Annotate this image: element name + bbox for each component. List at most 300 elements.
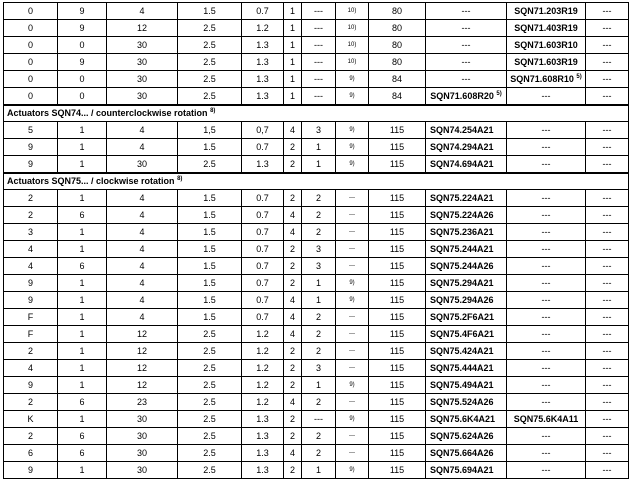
table-cell: 4: [4, 360, 58, 377]
table-cell: 1: [58, 292, 107, 309]
table-cell: 1.5: [178, 275, 242, 292]
table-cell: 9: [4, 462, 58, 479]
table-cell: 1.2: [242, 343, 284, 360]
table-cell: 0: [58, 37, 107, 54]
table-cell: 80: [369, 3, 426, 20]
table-cell: ---: [586, 275, 629, 292]
table-cell: ---: [507, 377, 586, 394]
table-cell: 0: [58, 71, 107, 88]
table-row: [4, 326, 629, 343]
table-cell: 2.5: [178, 428, 242, 445]
table-cell: ---: [586, 292, 629, 309]
table-cell: SQN71.608R20 $^{5)}$: [426, 88, 507, 106]
table-cell: 2.5: [178, 20, 242, 37]
table-cell: 0.7: [242, 292, 284, 309]
table-cell: 9): [336, 156, 369, 174]
table-cell: 2.5: [178, 54, 242, 71]
table-cell: 2.5: [178, 71, 242, 88]
table-cell: 4: [284, 326, 302, 343]
table-cell: 2: [284, 411, 302, 428]
table-cell: 115: [369, 445, 426, 462]
table-cell: 115: [369, 411, 426, 428]
table-cell: 2.5: [178, 156, 242, 174]
table-cell: ---: [507, 88, 586, 106]
table-row: [4, 139, 629, 156]
table-row: [4, 122, 629, 139]
table-cell: 4: [107, 224, 178, 241]
table-cell: 84: [369, 88, 426, 106]
table-cell: 9: [58, 54, 107, 71]
table-cell: 9): [336, 377, 369, 394]
actuator-spec-table: [3, 2, 629, 479]
table-cell: 1: [302, 275, 336, 292]
table-cell: 0.7: [242, 139, 284, 156]
table-cell: ---: [586, 309, 629, 326]
table-cell: 1: [58, 156, 107, 174]
table-cell: ---: [586, 326, 629, 343]
table-cell: ---: [336, 343, 369, 360]
table-cell: SQN75.424A21: [426, 343, 507, 360]
table-cell: 2.5: [178, 445, 242, 462]
table-cell: SQN71.608R10 $^{5)}$: [507, 71, 586, 88]
table-cell: 1.3: [242, 445, 284, 462]
table-cell: ---: [426, 37, 507, 54]
table-row: [4, 343, 629, 360]
table-cell: F: [4, 326, 58, 343]
table-cell: SQN71.403R19: [507, 20, 586, 37]
table-cell: 1: [58, 462, 107, 479]
table-cell: 115: [369, 275, 426, 292]
table-cell: ---: [302, 20, 336, 37]
table-cell: 115: [369, 462, 426, 479]
table-cell: 2: [284, 241, 302, 258]
table-body: [4, 3, 629, 479]
table-cell: 5: [4, 122, 58, 139]
table-cell: 2: [284, 428, 302, 445]
table-cell: 2.5: [178, 88, 242, 106]
table-cell: 4: [107, 292, 178, 309]
table-cell: 0.7: [242, 207, 284, 224]
table-cell: SQN75.624A26: [426, 428, 507, 445]
table-cell: 2: [302, 428, 336, 445]
table-cell: 9): [336, 88, 369, 106]
table-cell: 1: [58, 190, 107, 207]
table-cell: 1.2: [242, 326, 284, 343]
table-cell: ---: [507, 224, 586, 241]
table-cell: 2: [302, 309, 336, 326]
table-cell: 2: [302, 326, 336, 343]
table-cell: 1,5: [178, 122, 242, 139]
table-cell: 0: [4, 88, 58, 106]
table-cell: SQN75.524A26: [426, 394, 507, 411]
table-row: [4, 207, 629, 224]
table-cell: 115: [369, 292, 426, 309]
table-cell: 2: [302, 207, 336, 224]
table-cell: 1.3: [242, 54, 284, 71]
table-cell: SQN75.694A21: [426, 462, 507, 479]
table-cell: 9): [336, 462, 369, 479]
table-cell: ---: [336, 445, 369, 462]
table-cell: 9: [4, 275, 58, 292]
table-cell: 2.5: [178, 411, 242, 428]
table-cell: ---: [507, 309, 586, 326]
table-cell: 1.2: [242, 20, 284, 37]
table-cell: ---: [507, 343, 586, 360]
table-cell: 0: [4, 3, 58, 20]
table-cell: SQN75.294A26: [426, 292, 507, 309]
table-cell: ---: [507, 275, 586, 292]
table-row: [4, 394, 629, 411]
table-cell: ---: [426, 20, 507, 37]
table-cell: ---: [586, 428, 629, 445]
table-row: [4, 462, 629, 479]
table-cell: 1.5: [178, 224, 242, 241]
table-cell: ---: [586, 241, 629, 258]
table-cell: 9: [4, 377, 58, 394]
table-cell: SQN71.203R19: [507, 3, 586, 20]
table-cell: 9: [4, 139, 58, 156]
table-cell: ---: [586, 377, 629, 394]
table-cell: ---: [507, 394, 586, 411]
table-cell: 1.5: [178, 3, 242, 20]
table-cell: 4: [284, 207, 302, 224]
table-cell: 0.7: [242, 309, 284, 326]
table-cell: 1: [284, 71, 302, 88]
table-cell: ---: [586, 156, 629, 174]
table-row: [4, 275, 629, 292]
table-cell: 0.7: [242, 224, 284, 241]
table-cell: 30: [107, 156, 178, 174]
table-cell: SQN74.694A21: [426, 156, 507, 174]
table-cell: 1.5: [178, 207, 242, 224]
table-cell: 4: [284, 309, 302, 326]
table-cell: SQN75.236A21: [426, 224, 507, 241]
table-cell: SQN75.224A26: [426, 207, 507, 224]
table-cell: 0.7: [242, 258, 284, 275]
table-cell: 0.7: [242, 190, 284, 207]
table-cell: 10): [336, 20, 369, 37]
table-cell: 12: [107, 343, 178, 360]
table-cell: 1: [58, 224, 107, 241]
table-cell: 10): [336, 3, 369, 20]
table-cell: 2.5: [178, 462, 242, 479]
table-cell: 1: [58, 275, 107, 292]
table-cell: 0: [4, 20, 58, 37]
table-cell: 1.5: [178, 139, 242, 156]
table-cell: 6: [4, 445, 58, 462]
table-cell: ---: [586, 122, 629, 139]
table-cell: 1: [58, 326, 107, 343]
table-cell: 1.2: [242, 377, 284, 394]
table-cell: 115: [369, 224, 426, 241]
table-cell: ---: [336, 207, 369, 224]
table-cell: 0: [58, 88, 107, 106]
table-cell: 115: [369, 190, 426, 207]
table-cell: 0.7: [242, 241, 284, 258]
table-cell: 80: [369, 37, 426, 54]
table-cell: ---: [586, 343, 629, 360]
table-cell: 3: [302, 122, 336, 139]
table-cell: ---: [586, 71, 629, 88]
table-cell: ---: [507, 207, 586, 224]
table-cell: 115: [369, 122, 426, 139]
table-cell: 115: [369, 428, 426, 445]
table-row: [4, 88, 629, 106]
table-cell: 30: [107, 428, 178, 445]
table-cell: 1: [284, 88, 302, 106]
table-cell: ---: [302, 71, 336, 88]
table-cell: 3: [302, 241, 336, 258]
table-cell: 2: [284, 377, 302, 394]
table-cell: 1.5: [178, 241, 242, 258]
table-cell: 1.5: [178, 190, 242, 207]
table-cell: SQN75.444A21: [426, 360, 507, 377]
table-cell: 2: [302, 445, 336, 462]
table-cell: 1: [58, 360, 107, 377]
table-cell: SQN75.294A21: [426, 275, 507, 292]
table-row: [4, 292, 629, 309]
table-cell: 9): [336, 292, 369, 309]
table-cell: ---: [586, 445, 629, 462]
table-cell: 6: [58, 258, 107, 275]
table-cell: ---: [336, 190, 369, 207]
section-title: Actuators SQN74... / counterclockwise rotation $^{8)}$: [4, 105, 629, 122]
table-cell: 80: [369, 54, 426, 71]
table-cell: ---: [586, 462, 629, 479]
table-cell: ---: [586, 190, 629, 207]
table-cell: 2.5: [178, 37, 242, 54]
table-row: [4, 190, 629, 207]
table-cell: 2: [4, 190, 58, 207]
table-cell: 4: [284, 445, 302, 462]
table-cell: ---: [302, 3, 336, 20]
table-cell: K: [4, 411, 58, 428]
table-cell: ---: [507, 190, 586, 207]
table-cell: 6: [58, 207, 107, 224]
table-cell: 4: [107, 275, 178, 292]
table-cell: ---: [507, 360, 586, 377]
table-cell: 115: [369, 360, 426, 377]
table-row: [4, 309, 629, 326]
table-cell: 1: [58, 411, 107, 428]
table-cell: 2: [284, 156, 302, 174]
table-cell: 0: [4, 71, 58, 88]
table-cell: 30: [107, 71, 178, 88]
table-cell: ---: [507, 428, 586, 445]
table-cell: 12: [107, 360, 178, 377]
table-cell: 2: [302, 343, 336, 360]
table-cell: 1: [302, 462, 336, 479]
table-row: [4, 445, 629, 462]
table-cell: 9): [336, 71, 369, 88]
table-cell: 2: [284, 190, 302, 207]
table-cell: 1.2: [242, 394, 284, 411]
table-cell: 6: [58, 428, 107, 445]
table-cell: 2: [302, 394, 336, 411]
table-cell: 1.3: [242, 71, 284, 88]
table-cell: 6: [58, 445, 107, 462]
table-cell: 1: [284, 3, 302, 20]
table-cell: 1: [58, 309, 107, 326]
table-cell: ---: [507, 258, 586, 275]
table-cell: ---: [586, 394, 629, 411]
table-cell: 2.5: [178, 326, 242, 343]
table-row: [4, 428, 629, 445]
table-row: [4, 156, 629, 174]
table-cell: 30: [107, 462, 178, 479]
table-cell: 3: [302, 360, 336, 377]
table-cell: 2: [4, 343, 58, 360]
table-cell: 9: [4, 292, 58, 309]
table-row: [4, 258, 629, 275]
table-cell: SQN75.2F6A21: [426, 309, 507, 326]
table-cell: 30: [107, 445, 178, 462]
table-cell: ---: [586, 139, 629, 156]
table-cell: 2: [284, 343, 302, 360]
table-cell: 80: [369, 20, 426, 37]
section-header-sqn75: [4, 173, 629, 190]
table-cell: SQN74.254A21: [426, 122, 507, 139]
table-cell: 6: [58, 394, 107, 411]
table-cell: 2: [284, 360, 302, 377]
table-cell: 12: [107, 326, 178, 343]
table-cell: ---: [586, 224, 629, 241]
table-cell: 0: [4, 54, 58, 71]
table-cell: 2: [4, 207, 58, 224]
table-cell: ---: [586, 207, 629, 224]
table-cell: 1.3: [242, 37, 284, 54]
table-cell: 115: [369, 394, 426, 411]
table-cell: 4: [107, 207, 178, 224]
table-cell: 4: [107, 139, 178, 156]
table-cell: 1: [302, 139, 336, 156]
table-cell: ---: [336, 326, 369, 343]
table-cell: 1: [284, 20, 302, 37]
section-header-sqn74: [4, 105, 629, 122]
table-cell: ---: [426, 3, 507, 20]
table-cell: 0.7: [242, 275, 284, 292]
table-row: [4, 411, 629, 428]
table-cell: 1: [302, 377, 336, 394]
table-cell: 4: [4, 258, 58, 275]
table-cell: 30: [107, 88, 178, 106]
table-cell: ---: [302, 88, 336, 106]
table-cell: 4: [284, 224, 302, 241]
table-cell: ---: [586, 88, 629, 106]
table-cell: SQN71.603R10: [507, 37, 586, 54]
table-cell: 4: [284, 292, 302, 309]
table-cell: 84: [369, 71, 426, 88]
table-cell: 9): [336, 411, 369, 428]
table-cell: 30: [107, 54, 178, 71]
table-cell: ---: [586, 258, 629, 275]
table-cell: 2: [302, 190, 336, 207]
table-cell: ---: [336, 309, 369, 326]
table-cell: ---: [507, 139, 586, 156]
table-cell: 2.5: [178, 343, 242, 360]
table-cell: 9: [58, 3, 107, 20]
table-cell: 3: [302, 258, 336, 275]
table-cell: SQN75.224A21: [426, 190, 507, 207]
table-cell: 4: [284, 394, 302, 411]
table-cell: 4: [107, 241, 178, 258]
table-cell: 4: [107, 3, 178, 20]
table-cell: 9): [336, 122, 369, 139]
table-cell: ---: [507, 292, 586, 309]
table-cell: ---: [336, 241, 369, 258]
table-cell: SQN75.664A26: [426, 445, 507, 462]
table-cell: 12: [107, 20, 178, 37]
table-cell: 1.5: [178, 292, 242, 309]
table-cell: 4: [107, 122, 178, 139]
table-cell: SQN75.6K4A11: [507, 411, 586, 428]
table-cell: 4: [107, 258, 178, 275]
table-cell: ---: [586, 20, 629, 37]
table-cell: ---: [302, 37, 336, 54]
table-row: [4, 20, 629, 37]
table-cell: 1: [58, 241, 107, 258]
table-cell: 4: [107, 190, 178, 207]
table-cell: ---: [336, 428, 369, 445]
table-cell: ---: [507, 156, 586, 174]
table-cell: 30: [107, 37, 178, 54]
table-cell: ---: [507, 122, 586, 139]
table-cell: ---: [507, 462, 586, 479]
table-cell: 1: [58, 377, 107, 394]
table-row: [4, 224, 629, 241]
table-cell: ---: [586, 360, 629, 377]
table-cell: ---: [507, 241, 586, 258]
table-cell: 12: [107, 377, 178, 394]
table-cell: 1.3: [242, 88, 284, 106]
table-cell: 10): [336, 37, 369, 54]
table-cell: 2: [284, 139, 302, 156]
table-cell: ---: [586, 54, 629, 71]
table-cell: 2.5: [178, 394, 242, 411]
table-cell: 2: [4, 428, 58, 445]
table-cell: 115: [369, 326, 426, 343]
table-cell: ---: [426, 54, 507, 71]
table-cell: 1.3: [242, 462, 284, 479]
table-cell: 1.3: [242, 156, 284, 174]
table-cell: SQN71.603R19: [507, 54, 586, 71]
table-cell: 1.2: [242, 360, 284, 377]
table-cell: 2.5: [178, 360, 242, 377]
table-cell: 1.5: [178, 258, 242, 275]
section-title: Actuators SQN75... / clockwise rotation $^{8)}$: [4, 173, 629, 190]
table-cell: ---: [336, 360, 369, 377]
table-cell: 115: [369, 343, 426, 360]
table-cell: 1: [302, 156, 336, 174]
table-row: [4, 360, 629, 377]
table-cell: 2: [4, 394, 58, 411]
table-cell: 1.3: [242, 428, 284, 445]
table-cell: 1: [58, 343, 107, 360]
table-cell: 115: [369, 258, 426, 275]
table-cell: 1: [58, 139, 107, 156]
table-cell: ---: [302, 54, 336, 71]
table-cell: 9): [336, 275, 369, 292]
table-cell: 4: [284, 122, 302, 139]
table-cell: ---: [302, 411, 336, 428]
table-cell: ---: [586, 37, 629, 54]
table-cell: 2: [284, 275, 302, 292]
table-cell: ---: [426, 71, 507, 88]
table-cell: 9: [4, 156, 58, 174]
table-cell: 115: [369, 309, 426, 326]
table-cell: 115: [369, 377, 426, 394]
table-cell: 9): [336, 139, 369, 156]
